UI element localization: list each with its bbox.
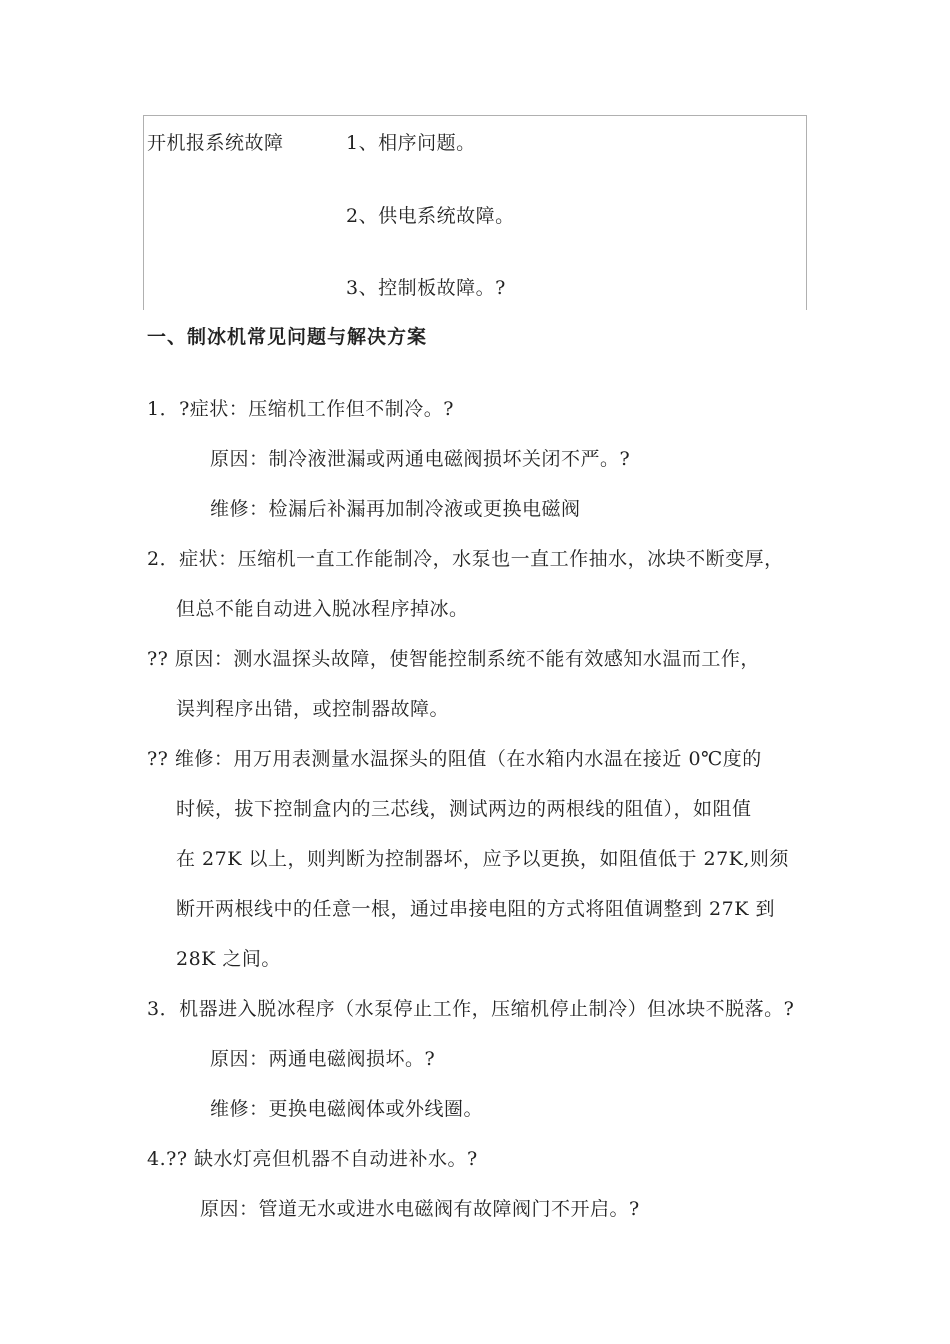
item-2-cause-cont: 误判程序出错，或控制器故障。	[176, 698, 450, 720]
item-2-repair-cont-2: 在 27K 以上，则判断为控制器坏，应予以更换，如阻值低于 27K,则须	[176, 848, 789, 870]
item-4-symptom: 4.?? 缺水灯亮但机器不自动进补水。?	[147, 1148, 478, 1170]
fault-table	[143, 115, 807, 310]
item-2-repair-cont-3: 断开两根线中的任意一根，通过串接电阻的方式将阻值调整到 27K 到	[176, 898, 775, 920]
section-heading: 一、制冰机常见问题与解决方案	[147, 326, 428, 348]
fault-item-3: 3、控制板故障。?	[346, 277, 506, 299]
item-2-repair-cont-4: 28K 之间。	[176, 948, 281, 970]
fault-table-label: 开机报系统故障	[147, 132, 284, 154]
item-3-symptom: 3．机器进入脱冰程序（水泵停止工作，压缩机停止制冷）但冰块不脱落。?	[147, 998, 795, 1020]
item-2-symptom-cont: 但总不能自动进入脱冰程序掉冰。	[176, 598, 469, 620]
item-2-repair: ?? 维修：用万用表测量水温探头的阻值（在水箱内水温在接近 0℃度的	[147, 748, 762, 770]
item-3-cause: 原因：两通电磁阀损坏。?	[210, 1048, 436, 1070]
item-1-symptom: 1．?症状：压缩机工作但不制冷。?	[147, 398, 454, 420]
item-1-cause: 原因：制冷液泄漏或两通电磁阀损坏关闭不严。?	[210, 448, 631, 470]
fault-item-2: 2、供电系统故障。	[346, 205, 515, 227]
item-2-cause: ?? 原因：测水温探头故障，使智能控制系统不能有效感知水温而工作，	[147, 648, 760, 670]
item-1-repair: 维修：检漏后补漏再加制冷液或更换电磁阀	[210, 498, 581, 520]
item-3-repair: 维修：更换电磁阀体或外线圈。	[210, 1098, 484, 1120]
fault-item-1: 1、相序问题。	[346, 132, 476, 154]
item-2-repair-cont-1: 时候，拔下控制盒内的三芯线，测试两边的两根线的阻值），如阻值	[176, 798, 752, 820]
item-4-cause: 原因：管道无水或进水电磁阀有故障阀门不开启。?	[200, 1198, 640, 1220]
item-2-symptom: 2．症状：压缩机一直工作能制冷，水泵也一直工作抽水，冰块不断变厚，	[147, 548, 784, 570]
